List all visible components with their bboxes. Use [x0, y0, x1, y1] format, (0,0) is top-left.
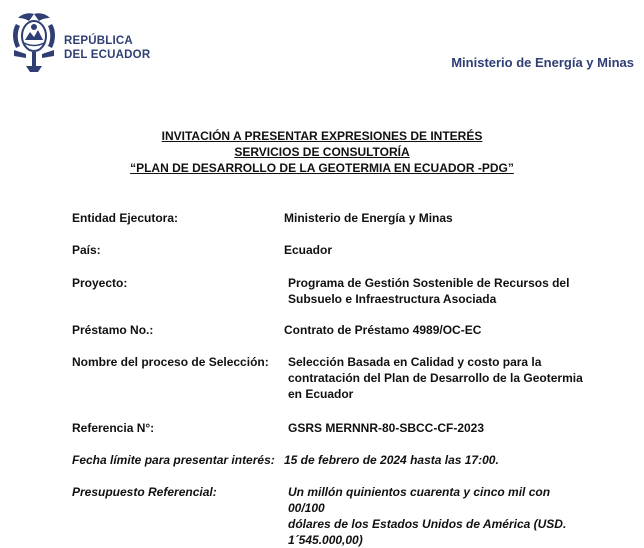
field-label: Nombre del proceso de Selección:: [72, 355, 269, 369]
field-value: 15 de febrero de 2024 hasta las 17:00.: [284, 453, 499, 467]
field-label: Préstamo No.:: [72, 323, 154, 337]
field-value: [288, 275, 588, 307]
field-value: [288, 354, 588, 402]
field-label: Proyecto:: [72, 276, 128, 290]
field-value: GSRS MERNNR-80-SBCC-CF-2023: [288, 421, 485, 435]
field-label: Presupuesto Referencial:: [72, 485, 217, 499]
country-line-2: DEL ECUADOR: [64, 49, 151, 61]
title-line-3: “PLAN DE DESARROLLO DE LA GEOTERMIA EN ECUADOR -PDG”: [130, 161, 514, 175]
field-value: Ministerio de Energía y Minas: [284, 211, 453, 225]
country-name: [64, 34, 150, 62]
field-value-line: Un millón quinientos cuarenta y cinco mil con 00/100: [288, 485, 551, 515]
title-line-1: INVITACIÓN A PRESENTAR EXPRESIONES DE INTERÉS: [161, 129, 483, 143]
field-value-line: contratación del Plan de Desarrollo de la Geotermia: [288, 371, 583, 385]
field-value-line: Selección Basada en Calidad y costo para la: [288, 355, 542, 369]
field-value: Ecuador: [284, 243, 333, 257]
field-value-line: 1´545.000,00): [288, 533, 363, 547]
country-line-1: REPÚBLICA: [64, 35, 133, 47]
title-line-2: SERVICIOS DE CONSULTORÍA: [234, 145, 410, 159]
ministry-name: Ministerio de Energía y Minas: [451, 55, 634, 70]
document-header: [0, 0, 644, 90]
field-label: País:: [72, 243, 101, 257]
field-value-line: Programa de Gestión Sostenible de Recursos del: [288, 276, 570, 290]
field-value: Contrato de Préstamo 4989/OC-EC: [284, 323, 482, 337]
field-value-line: Subsuelo e Infraestructura Asociada: [288, 292, 497, 306]
field-label: Entidad Ejecutora:: [72, 211, 179, 225]
field-value-line: dólares de los Estados Unidos de América (USD.: [288, 517, 567, 531]
document-title: [0, 128, 644, 176]
field-label: Referencia N°:: [72, 421, 155, 435]
field-value: [288, 484, 588, 548]
field-value-line: en Ecuador: [288, 387, 354, 401]
ecuador-coat-of-arms-icon: [8, 10, 60, 74]
field-label: Fecha límite para presentar interés:: [72, 453, 275, 467]
